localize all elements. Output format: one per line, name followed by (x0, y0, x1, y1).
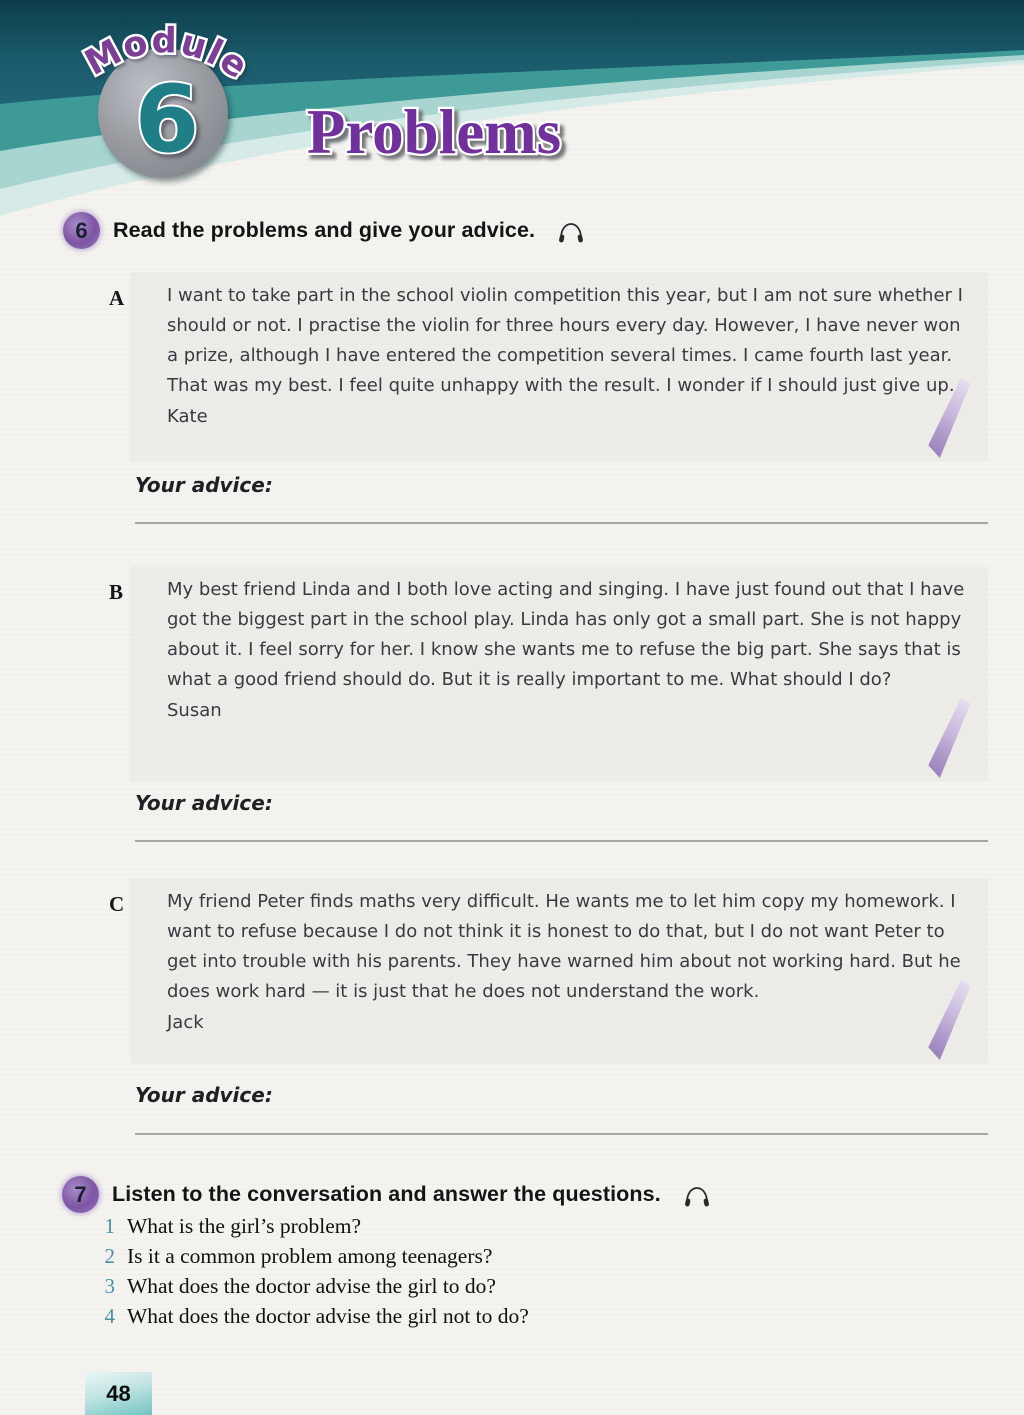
exercise-7-instruction: Listen to the conversation and answer the questions. (112, 1182, 661, 1206)
advice-label-b: Your advice: (135, 791, 273, 815)
question-row-3 (99, 1274, 529, 1304)
problem-panel-b (109, 566, 988, 782)
advice-label-c: Your advice: (135, 1083, 273, 1107)
question-row-4 (99, 1304, 529, 1334)
question-2-text: Is it a common problem among teenagers? (127, 1244, 493, 1268)
module-arc-label: Module (78, 21, 256, 89)
page-number-badge: 48 (85, 1372, 152, 1415)
exercise-6-heading (63, 212, 586, 249)
problem-c-letter: C (109, 892, 125, 916)
problem-b-text: My best friend Linda and I both love acting and singing. I have just found out that I have got the biggest part in the school play. Linda has only got a small part. She is not happy about it. I feel sorry for her. I know she wants me to refuse the big part. She says that is what a good friend should do. But it is really important to me. What should I do? (167, 579, 965, 690)
question-1-number: 1 (104, 1214, 115, 1238)
question-4-number: 4 (104, 1304, 115, 1328)
question-4-text: What does the doctor advise the girl not to do? (127, 1304, 529, 1328)
problem-b-letter: B (109, 580, 124, 604)
problem-c-text: My friend Peter finds maths very difficult. He wants me to let him copy my homework. I want to refuse because I do not think it is honest to do that, but I do not want Peter to get into trouble with his parents. They have warned him about not working hard. But he does work hard — it is just that he does not understand the work. (167, 891, 961, 1002)
question-row-1 (99, 1214, 529, 1244)
question-row-2 (99, 1244, 529, 1274)
problem-panel-a (109, 272, 988, 462)
question-list (99, 1214, 529, 1334)
question-1-text: What is the girl’s problem? (127, 1214, 362, 1238)
module-badge-number: 6 (134, 65, 200, 173)
advice-writing-line-a[interactable] (135, 522, 988, 524)
problem-a-signature: Kate (167, 406, 208, 427)
advice-writing-line-b[interactable] (135, 840, 988, 842)
exercise-6-instruction: Read the problems and give your advice. (113, 218, 536, 242)
question-2-number: 2 (104, 1244, 115, 1268)
headphones-icon (556, 219, 586, 246)
problem-a-letter: A (109, 286, 125, 310)
advice-writing-line-c[interactable] (135, 1133, 988, 1135)
question-3-text: What does the doctor advise the girl to do? (127, 1274, 496, 1298)
headphones-icon (682, 1183, 712, 1210)
advice-label-a: Your advice: (135, 473, 273, 497)
page-title: Problems (306, 97, 562, 167)
problem-b-signature: Susan (167, 700, 222, 721)
header-banner (0, 0, 1024, 240)
exercise-7-number-badge: 7 (62, 1176, 99, 1213)
exercise-6-number-badge: 6 (63, 212, 100, 249)
problem-a-text: I want to take part in the school violin competition this year, but I am not sure whether I should or not. I practise the violin for three hours every day. However, I have never won a prize, although I have entered the competition several times. I came fourth last year. That was my best. I feel quite unhappy with the result. I wonder if I should just give up. (167, 285, 963, 396)
problem-panel-c (109, 878, 988, 1064)
exercise-7-heading (62, 1176, 712, 1213)
problem-c-signature: Jack (167, 1012, 204, 1033)
question-3-number: 3 (104, 1274, 115, 1298)
